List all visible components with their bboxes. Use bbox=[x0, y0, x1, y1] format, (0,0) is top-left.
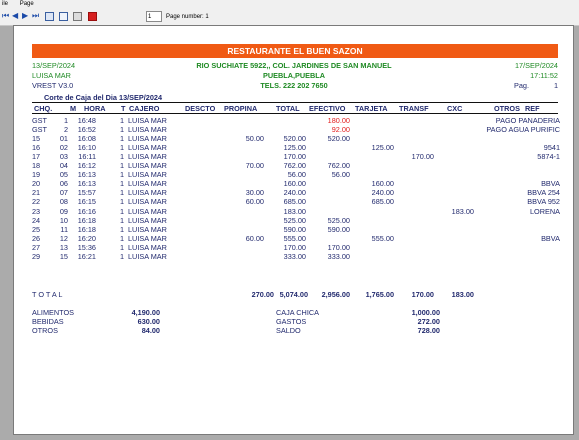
table-row bbox=[14, 179, 575, 188]
cell-propina: 60.00 bbox=[245, 233, 264, 243]
restaurant-city: PUEBLA,PUEBLA bbox=[262, 71, 326, 80]
header-top-rule bbox=[32, 102, 558, 103]
page-select-value: 1 bbox=[148, 14, 152, 20]
cell-hora: 16:13 bbox=[77, 179, 96, 189]
col-otros: OTROS bbox=[494, 104, 520, 113]
menu-bar bbox=[0, 0, 579, 9]
cell-ref: PAGO AGUA PURIFIC bbox=[486, 125, 560, 135]
table-row bbox=[14, 152, 575, 161]
cell-ref: BBVA 254 bbox=[527, 188, 560, 198]
caja-chica-value: 1,000.00 bbox=[411, 308, 440, 317]
cell-m: 1 bbox=[63, 116, 68, 125]
cell-chq: GST bbox=[32, 125, 47, 135]
cell-propina: 70.00 bbox=[245, 161, 264, 171]
table-row bbox=[14, 197, 575, 206]
col-m: M bbox=[70, 104, 77, 113]
cell-efectivo: 525.00 bbox=[327, 215, 350, 225]
table-row bbox=[14, 252, 575, 261]
restaurant-phone: TELS. 222 202 7650 bbox=[260, 81, 328, 90]
cell-chq: 18 bbox=[32, 161, 41, 171]
last-page-icon[interactable]: ⏭ bbox=[32, 11, 40, 20]
cell-propina: 60.00 bbox=[245, 197, 264, 207]
cell-hora: 15:57 bbox=[77, 188, 96, 198]
cell-m: 10 bbox=[59, 215, 68, 225]
cell-m: 04 bbox=[59, 161, 68, 171]
next-page-icon[interactable]: ▶ bbox=[22, 11, 29, 20]
total-cxc: 183.00 bbox=[451, 290, 474, 299]
cell-t: 1 bbox=[120, 197, 125, 207]
col-t: T bbox=[121, 104, 126, 113]
cell-chq: 23 bbox=[32, 206, 41, 216]
cell-tarjeta: 160.00 bbox=[371, 179, 394, 189]
cell-t: 1 bbox=[120, 125, 125, 135]
app-version: VREST V3.0 bbox=[32, 81, 74, 90]
cell-cajero: LUISA MAR bbox=[128, 125, 167, 135]
cell-efectivo: 180.00 bbox=[327, 116, 350, 125]
first-page-icon[interactable]: ⏮ bbox=[2, 11, 10, 20]
cell-efectivo: 92.00 bbox=[331, 125, 350, 135]
cell-cajero: LUISA MAR bbox=[128, 152, 167, 162]
page-number-select[interactable] bbox=[146, 11, 162, 22]
report-page bbox=[13, 25, 574, 435]
cell-m: 09 bbox=[59, 206, 68, 216]
cell-cajero: LUISA MAR bbox=[128, 143, 167, 153]
table-row bbox=[14, 243, 575, 252]
total-tarjeta: 1,765.00 bbox=[365, 290, 394, 299]
cell-hora: 16:21 bbox=[77, 251, 96, 261]
total-propina: 270.00 bbox=[251, 290, 274, 299]
cell-total: 125.00 bbox=[283, 143, 306, 153]
cell-transf: 170.00 bbox=[411, 152, 434, 162]
cell-m: 12 bbox=[59, 233, 68, 243]
cell-hora: 16:13 bbox=[77, 170, 96, 180]
col-cxc: CXC bbox=[447, 104, 463, 113]
cell-t: 1 bbox=[120, 134, 125, 144]
cell-chq: 26 bbox=[32, 233, 41, 243]
cell-efectivo: 590.00 bbox=[327, 224, 350, 234]
cell-cajero: LUISA MAR bbox=[128, 197, 167, 207]
col-tarjeta: TARJETA bbox=[355, 104, 388, 113]
cell-hora: 16:08 bbox=[77, 134, 96, 144]
cell-t: 1 bbox=[120, 251, 125, 261]
page-setup-icon[interactable] bbox=[45, 12, 54, 21]
cell-cajero: LUISA MAR bbox=[128, 206, 167, 216]
cell-m: 07 bbox=[59, 188, 68, 198]
caja-chica-label: CAJA CHICA bbox=[276, 308, 319, 317]
cell-m: 01 bbox=[59, 134, 68, 144]
cell-tarjeta: 555.00 bbox=[371, 233, 394, 243]
saldo-value: 728.00 bbox=[417, 326, 440, 335]
cell-chq: 20 bbox=[32, 179, 41, 189]
header-bottom-rule bbox=[32, 113, 558, 114]
page-number-label: Page number: 1 bbox=[166, 14, 209, 20]
cell-total: 333.00 bbox=[283, 251, 306, 261]
table-row bbox=[14, 188, 575, 197]
cell-t: 1 bbox=[120, 170, 125, 180]
cell-chq: GST bbox=[32, 116, 47, 125]
cell-total: 183.00 bbox=[283, 206, 306, 216]
cell-total: 590.00 bbox=[283, 224, 306, 234]
cell-m: 06 bbox=[59, 179, 68, 189]
cell-hora: 16:52 bbox=[77, 125, 96, 135]
prev-page-icon[interactable]: ◀ bbox=[12, 11, 19, 20]
cell-chq: 24 bbox=[32, 215, 41, 225]
cell-t: 1 bbox=[120, 242, 125, 252]
bebidas-label: BEBIDAS bbox=[32, 317, 64, 326]
user-name: LUISA MAR bbox=[32, 71, 71, 80]
gastos-value: 272.00 bbox=[417, 317, 440, 326]
cell-total: 525.00 bbox=[283, 215, 306, 225]
cell-ref: PAGO PANADERIA bbox=[495, 116, 560, 125]
col-efectivo: EFECTIVO bbox=[309, 104, 346, 113]
cell-efectivo: 762.00 bbox=[327, 161, 350, 171]
table-row bbox=[14, 170, 575, 179]
col-transf: TRANSF bbox=[399, 104, 429, 113]
cell-efectivo: 520.00 bbox=[327, 134, 350, 144]
cell-tarjeta: 240.00 bbox=[371, 188, 394, 198]
restaurant-address: RIO SUCHIATE 5922,, COL. JARDINES DE SAN MANUEL bbox=[196, 61, 392, 70]
table-row bbox=[14, 116, 575, 125]
otros-value: 84.00 bbox=[141, 326, 160, 335]
cell-cajero: LUISA MAR bbox=[128, 242, 167, 252]
cell-m: 11 bbox=[60, 224, 68, 234]
menu-page[interactable]: Page bbox=[19, 1, 34, 7]
cell-hora: 15:36 bbox=[77, 242, 96, 252]
cell-cajero: LUISA MAR bbox=[128, 179, 167, 189]
cell-cajero: LUISA MAR bbox=[128, 215, 167, 225]
cell-hora: 16:15 bbox=[77, 197, 96, 207]
cell-propina: 30.00 bbox=[245, 188, 264, 198]
cell-efectivo: 56.00 bbox=[331, 170, 350, 180]
table-row bbox=[14, 207, 575, 216]
table-row bbox=[14, 161, 575, 170]
page-number: 1 bbox=[553, 81, 558, 90]
cell-m: 2 bbox=[63, 125, 68, 135]
print-preview-icon[interactable] bbox=[59, 12, 68, 21]
cell-cajero: LUISA MAR bbox=[128, 251, 167, 261]
cell-chq: 22 bbox=[32, 197, 41, 207]
report-time: 17:11:52 bbox=[530, 71, 558, 80]
cell-total: 160.00 bbox=[283, 179, 306, 189]
total-transf: 170.00 bbox=[411, 290, 434, 299]
print-icon[interactable] bbox=[73, 12, 82, 21]
cell-t: 1 bbox=[120, 224, 125, 234]
table-row bbox=[14, 134, 575, 143]
col-ref: REF bbox=[525, 104, 540, 113]
cell-ref: BBVA bbox=[541, 233, 560, 243]
otros-label: OTROS bbox=[32, 326, 58, 335]
report-date-left: 13/SEP/2024 bbox=[32, 61, 76, 70]
cell-chq: 16 bbox=[32, 143, 41, 153]
cell-m: 08 bbox=[59, 197, 68, 207]
table-row bbox=[14, 216, 575, 225]
cell-propina: 50.00 bbox=[245, 134, 264, 144]
col-propina: PROPINA bbox=[224, 104, 258, 113]
cell-total: 520.00 bbox=[283, 134, 306, 144]
cell-hora: 16:48 bbox=[77, 116, 96, 125]
cell-cajero: LUISA MAR bbox=[128, 170, 167, 180]
cell-total: 555.00 bbox=[283, 233, 306, 243]
table-row bbox=[14, 143, 575, 152]
restaurant-name: RESTAURANTE EL BUEN SAZON bbox=[32, 44, 558, 58]
cell-total: 240.00 bbox=[283, 188, 306, 198]
cell-t: 1 bbox=[120, 116, 125, 125]
cell-cajero: LUISA MAR bbox=[128, 161, 167, 171]
gastos-label: GASTOS bbox=[276, 317, 307, 326]
cell-cajero: LUISA MAR bbox=[128, 188, 167, 198]
cell-ref: BBVA 952 bbox=[527, 197, 560, 207]
total-label: T O T A L bbox=[32, 290, 63, 299]
cell-chq: 15 bbox=[32, 134, 41, 144]
page-label: Pag. bbox=[514, 81, 530, 90]
col-cajero: CAJERO bbox=[129, 104, 160, 113]
saldo-label: SALDO bbox=[276, 326, 301, 335]
table-row bbox=[14, 125, 575, 134]
cell-hora: 16:12 bbox=[77, 161, 96, 171]
cell-t: 1 bbox=[120, 188, 125, 198]
cell-total: 685.00 bbox=[283, 197, 306, 207]
cell-chq: 29 bbox=[32, 251, 41, 261]
cell-ref: 9541 bbox=[543, 143, 560, 153]
cell-total: 762.00 bbox=[283, 161, 306, 171]
cell-chq: 17 bbox=[32, 152, 41, 162]
toolbar bbox=[0, 9, 579, 26]
table-row bbox=[14, 225, 575, 234]
cell-hora: 16:18 bbox=[77, 215, 96, 225]
col-descto: DESCTO bbox=[185, 104, 216, 113]
cell-t: 1 bbox=[120, 206, 125, 216]
total-total: 5,074.00 bbox=[279, 290, 308, 299]
cell-efectivo: 170.00 bbox=[327, 242, 350, 252]
cell-hora: 16:10 bbox=[77, 143, 96, 153]
col-total: TOTAL bbox=[276, 104, 300, 113]
report-title: Corte de Caja del Dia 13/SEP/2024 bbox=[44, 93, 163, 102]
cell-hora: 16:20 bbox=[77, 233, 96, 243]
cell-ref: LORENA bbox=[529, 206, 560, 216]
cell-m: 02 bbox=[59, 143, 68, 153]
close-icon[interactable] bbox=[88, 12, 97, 21]
cell-t: 1 bbox=[120, 215, 125, 225]
cell-ref: BBVA bbox=[541, 179, 560, 189]
cell-chq: 19 bbox=[32, 170, 41, 180]
col-hora: HORA bbox=[84, 104, 106, 113]
cell-m: 05 bbox=[59, 170, 68, 180]
col-chq: CHQ. bbox=[34, 104, 53, 113]
cell-hora: 16:11 bbox=[78, 152, 96, 162]
cell-cajero: LUISA MAR bbox=[128, 116, 167, 125]
cell-chq: 21 bbox=[32, 188, 41, 198]
alimentos-value: 4,190.00 bbox=[131, 308, 160, 317]
cell-m: 03 bbox=[59, 152, 68, 162]
cell-t: 1 bbox=[120, 143, 125, 153]
menu-file[interactable]: ile bbox=[2, 1, 9, 7]
cell-efectivo: 333.00 bbox=[327, 251, 350, 261]
cell-m: 13 bbox=[59, 242, 68, 252]
cell-tarjeta: 125.00 bbox=[371, 143, 394, 153]
cell-t: 1 bbox=[120, 233, 125, 243]
table-row bbox=[14, 234, 575, 243]
cell-cajero: LUISA MAR bbox=[128, 224, 167, 234]
cell-t: 1 bbox=[120, 179, 125, 189]
cell-hora: 16:18 bbox=[77, 224, 96, 234]
cell-cajero: LUISA MAR bbox=[128, 134, 167, 144]
cell-t: 1 bbox=[120, 161, 125, 171]
report-date-right: 17/SEP/2024 bbox=[514, 61, 558, 70]
cell-m: 15 bbox=[59, 251, 68, 261]
cell-cxc: 183.00 bbox=[451, 206, 474, 216]
total-efectivo: 2,956.00 bbox=[321, 290, 350, 299]
cell-chq: 27 bbox=[32, 242, 41, 252]
cell-hora: 16:16 bbox=[77, 206, 96, 216]
cell-chq: 25 bbox=[32, 224, 41, 234]
cell-total: 170.00 bbox=[283, 152, 306, 162]
cell-tarjeta: 685.00 bbox=[371, 197, 394, 207]
cell-total: 56.00 bbox=[287, 170, 306, 180]
cell-cajero: LUISA MAR bbox=[128, 233, 167, 243]
bebidas-value: 630.00 bbox=[137, 317, 160, 326]
cell-total: 170.00 bbox=[283, 242, 306, 252]
cell-ref: 5874-1 bbox=[537, 152, 560, 162]
alimentos-label: ALIMENTOS bbox=[32, 308, 75, 317]
cell-t: 1 bbox=[120, 152, 125, 162]
